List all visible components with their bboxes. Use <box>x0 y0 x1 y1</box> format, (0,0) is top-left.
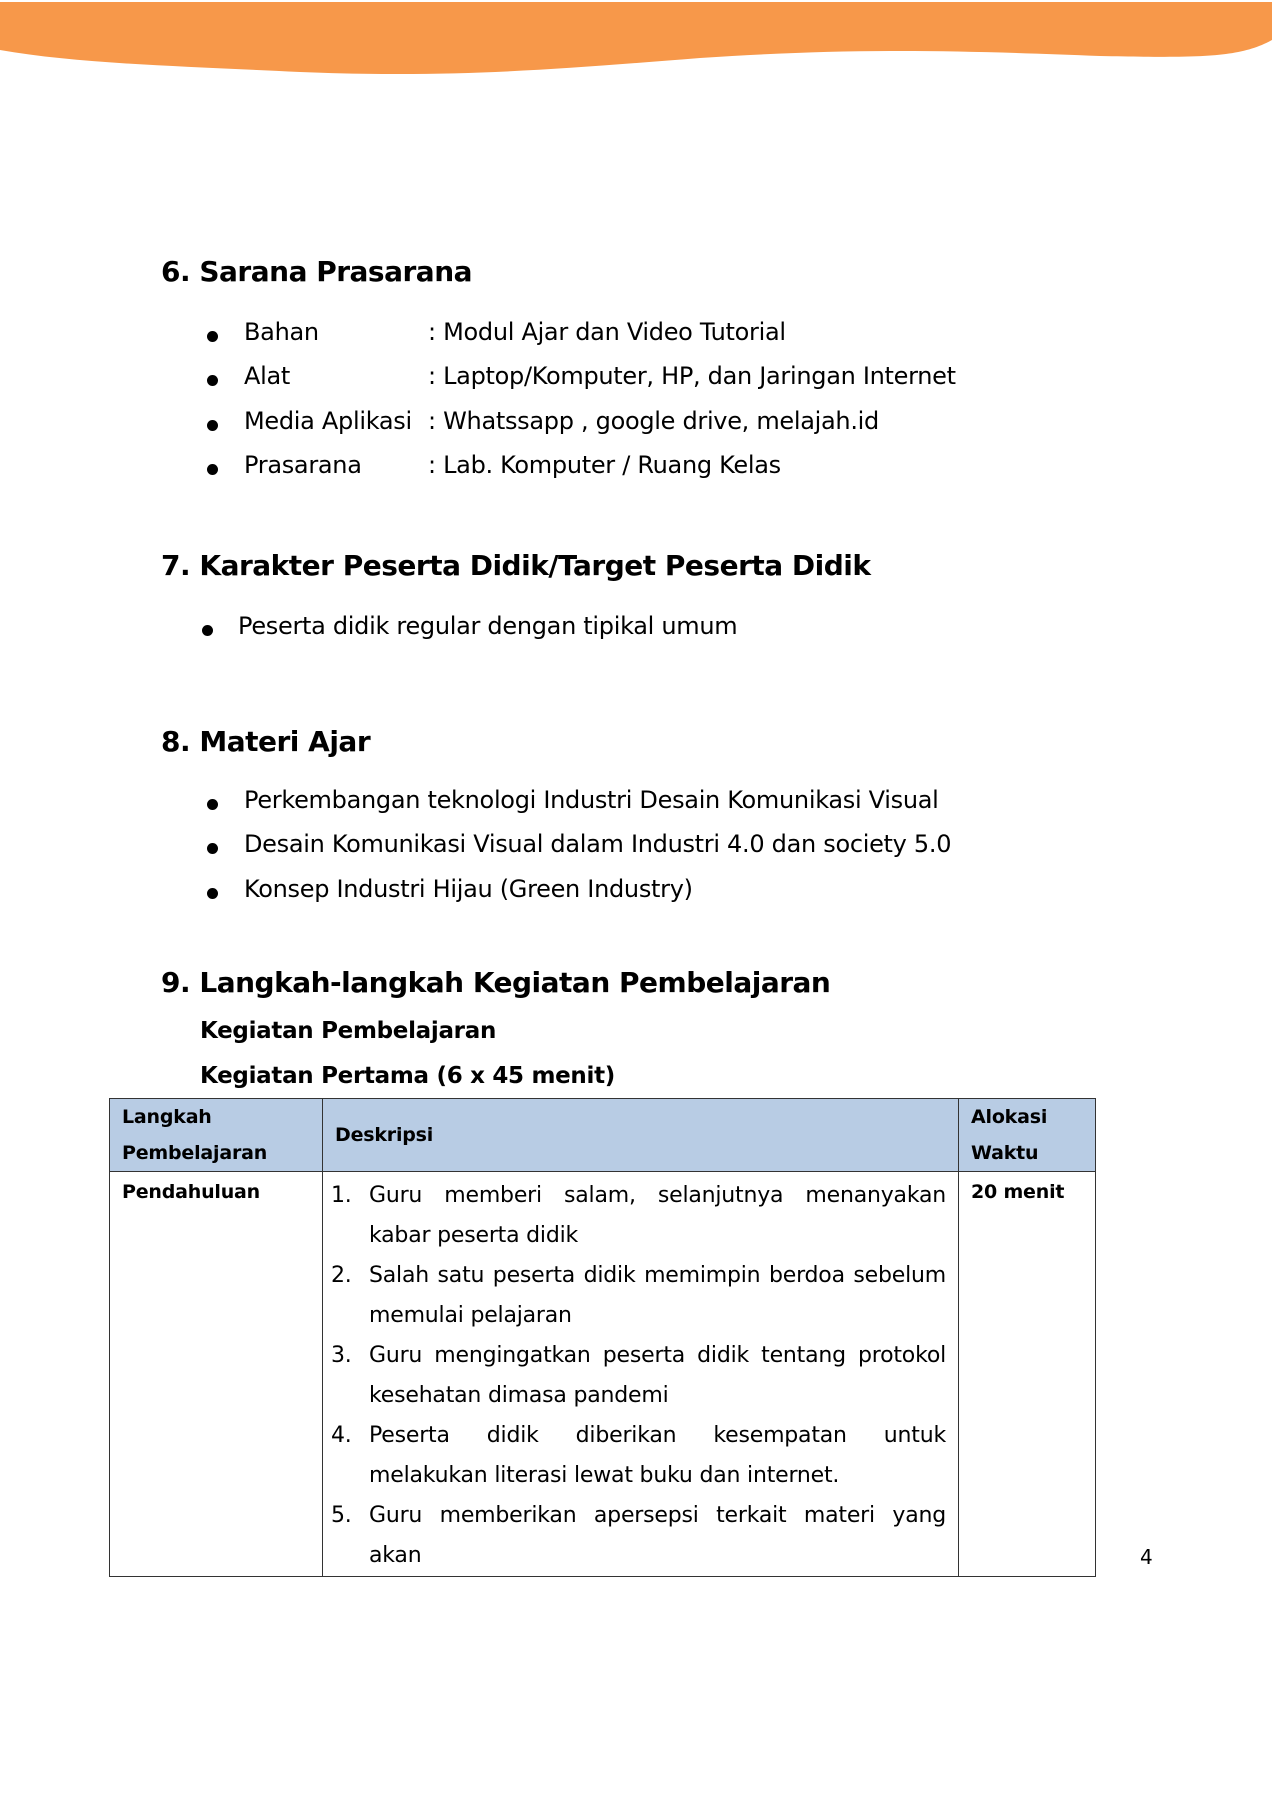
header-alokasi: Alokasi Waktu <box>959 1099 1096 1172</box>
section-heading-karakter: 7. Karakter Peserta Didik/Target Peserta Didik <box>161 549 871 582</box>
header-deskripsi: Deskripsi <box>323 1099 959 1172</box>
item-number: 4. <box>331 1423 352 1448</box>
item-number: 3. <box>331 1343 352 1368</box>
item-label: Alat <box>244 362 291 390</box>
section-heading-materi: 8. Materi Ajar <box>161 725 371 758</box>
item-value: : Whatssapp , google drive, melajah.id <box>428 407 879 435</box>
description-item <box>331 1416 946 1496</box>
item-text: Desain Komunikasi Visual dalam Industri 4.0 dan society 5.0 <box>244 830 952 858</box>
item-value: : Laptop/Komputer, HP, dan Jaringan Internet <box>428 362 956 390</box>
item-number: 2. <box>331 1263 352 1288</box>
header-langkah: Langkah Pembelajaran <box>110 1099 323 1172</box>
orange-wave <box>0 2 1272 74</box>
bullet-icon <box>202 625 213 636</box>
cell-step: Pendahuluan <box>110 1172 323 1577</box>
page-number: 4 <box>1140 1545 1153 1569</box>
bullet-icon <box>207 420 218 431</box>
bullet-icon <box>207 799 218 810</box>
item-text: Guru memberikan apersepsi terkait materi yang akan <box>369 1503 946 1568</box>
description-item <box>331 1496 946 1576</box>
bullet-icon <box>207 331 218 342</box>
item-text: Salah satu peserta didik memimpin berdoa sebelum memulai pelajaran <box>369 1263 946 1328</box>
description-item <box>331 1336 946 1416</box>
learning-steps-table <box>109 1098 1096 1577</box>
item-text: Perkembangan teknologi Industri Desain Komunikasi Visual <box>244 786 939 814</box>
section-heading-langkah: 9. Langkah-langkah Kegiatan Pembelajaran <box>161 966 831 999</box>
bullet-icon <box>207 375 218 386</box>
header-banner <box>0 0 1272 80</box>
item-text: Guru mengingatkan peserta didik tentang protokol kesehatan dimasa pandemi <box>369 1343 946 1408</box>
subheading-kegiatan: Kegiatan Pembelajaran <box>200 1018 497 1044</box>
item-text: Guru memberi salam, selanjutnya menanyakan kabar peserta didik <box>369 1183 946 1248</box>
item-value: : Modul Ajar dan Video Tutorial <box>428 318 786 346</box>
item-number: 1. <box>331 1183 352 1208</box>
item-text: Peserta didik diberikan kesempatan untuk melakukan literasi lewat buku dan internet. <box>369 1423 946 1488</box>
bullet-icon <box>207 843 218 854</box>
section-heading-sarana: 6. Sarana Prasarana <box>161 255 473 288</box>
table-header-row <box>110 1099 1096 1172</box>
description-item <box>331 1176 946 1256</box>
cell-description <box>323 1172 959 1577</box>
item-text: Peserta didik regular dengan tipikal umum <box>238 612 738 640</box>
cell-time: 20 menit <box>959 1172 1096 1577</box>
item-text: Konsep Industri Hijau (Green Industry) <box>244 875 693 903</box>
description-item <box>331 1256 946 1336</box>
subheading-kegiatan-pertama: Kegiatan Pertama (6 x 45 menit) <box>200 1063 615 1089</box>
bullet-icon <box>207 464 218 475</box>
bullet-icon <box>207 888 218 899</box>
item-label: Bahan <box>244 318 319 346</box>
item-label: Media Aplikasi <box>244 407 412 435</box>
item-value: : Lab. Komputer / Ruang Kelas <box>428 451 781 479</box>
item-number: 5. <box>331 1503 352 1528</box>
table-row <box>110 1172 1096 1577</box>
item-label: Prasarana <box>244 451 362 479</box>
